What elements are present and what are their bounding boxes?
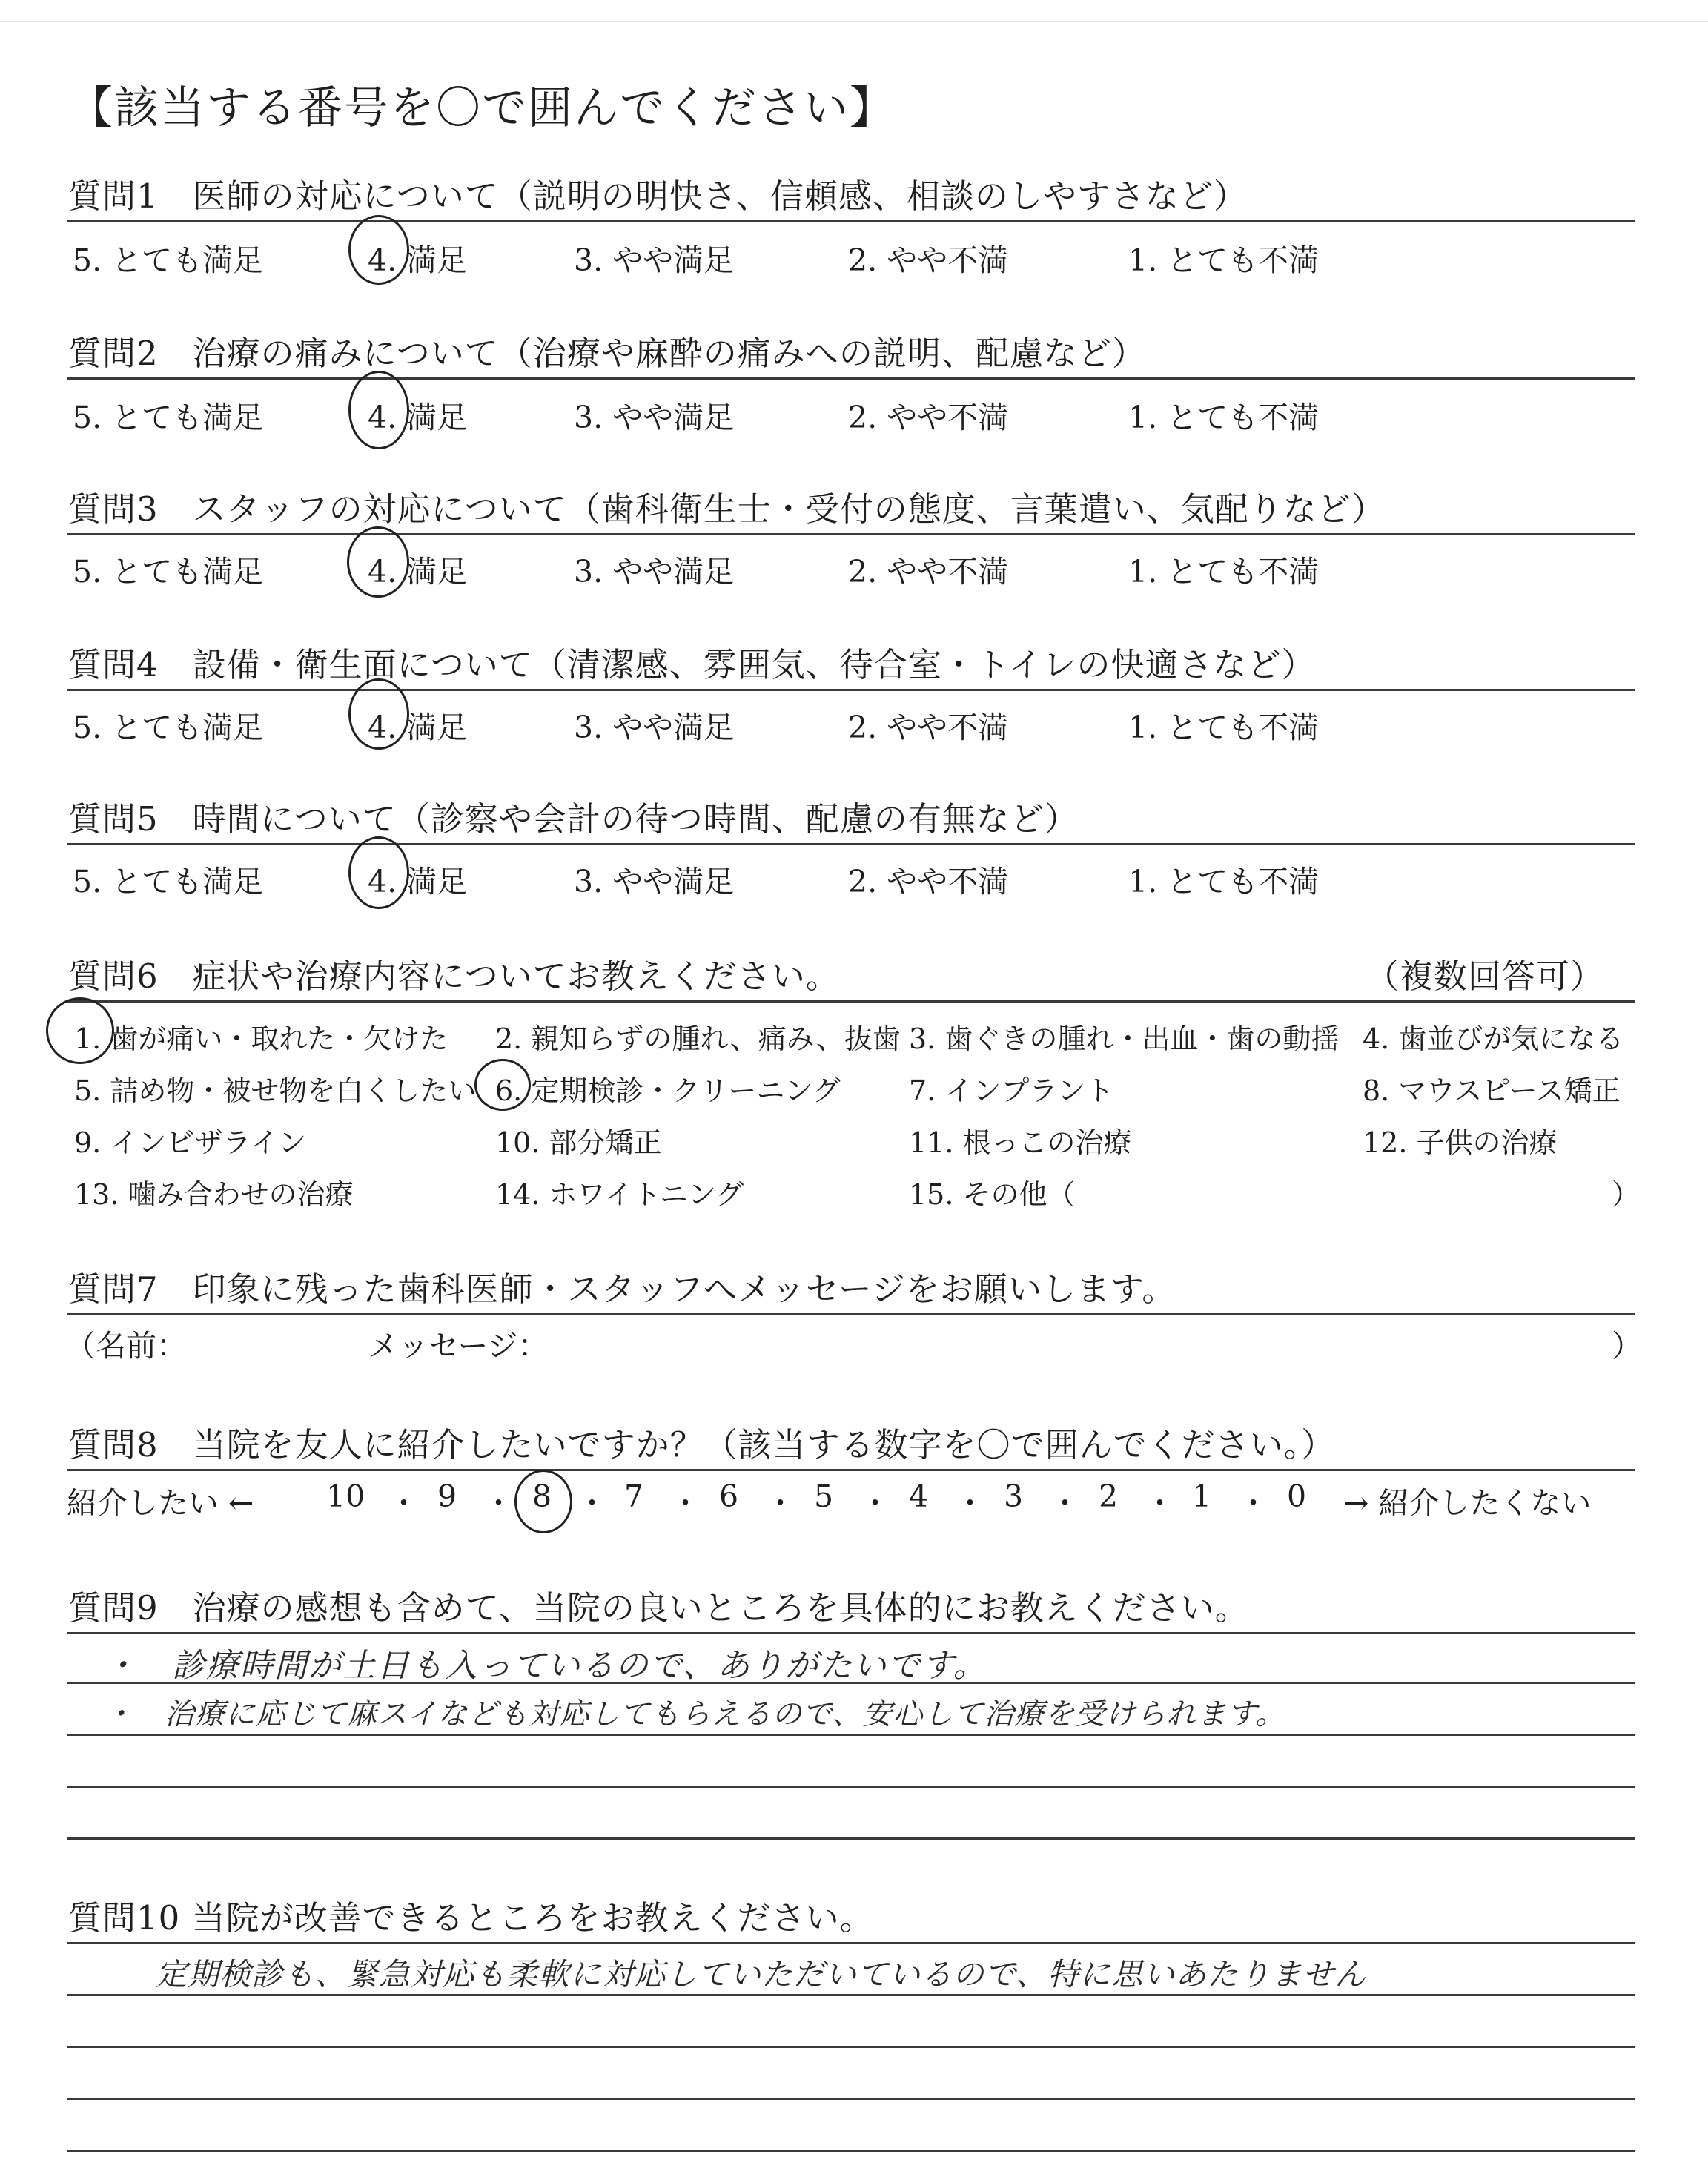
q8-scale-dot: ・ <box>1145 1485 1175 1521</box>
q4-option-1[interactable]: 1. とても不満 <box>1128 710 1320 745</box>
q9-rule-4 <box>67 1786 1635 1788</box>
q7-name-label: （名前： <box>65 1328 187 1364</box>
q10-title: 質問10 当院が改善できるところをお教えください。 <box>68 1898 874 1938</box>
q8-scale-5[interactable]: 5 <box>814 1479 834 1514</box>
q5-option-5[interactable]: 5. とても満足 <box>73 864 264 899</box>
q8-right-label: → 紹介したくない <box>1343 1485 1592 1521</box>
q6-option-13[interactable]: 13. 噛み合わせの治療 <box>74 1178 354 1211</box>
q8-scale-dot: ・ <box>388 1485 419 1521</box>
q1-selection-circle <box>348 215 409 285</box>
q6-selection-circle-6 <box>474 1059 531 1111</box>
q6-title: 質問6 症状や治療内容についてお教えください。 <box>68 957 840 996</box>
q1-option-3[interactable]: 3. やや満足 <box>574 242 735 278</box>
q8-rule <box>67 1469 1635 1471</box>
q8-scale-0[interactable]: 0 <box>1287 1479 1307 1514</box>
q8-scale-dot: ・ <box>765 1485 795 1521</box>
q4-rule <box>67 689 1635 691</box>
q10-rule-4 <box>67 2098 1635 2100</box>
q8-scale-9[interactable]: 9 <box>437 1479 457 1514</box>
q9-rule-1 <box>67 1632 1635 1634</box>
q2-option-3[interactable]: 3. やや満足 <box>574 400 735 435</box>
q6-option-5[interactable]: 5. 詰め物・被せ物を白くしたい <box>74 1074 477 1107</box>
q4-selection-circle <box>348 678 409 750</box>
q3-title: 質問3 スタッフの対応について（歯科衛生士・受付の態度、言葉遣い、気配りなど） <box>68 489 1386 529</box>
q8-scale-dot: ・ <box>1238 1485 1268 1521</box>
scan-edge-line <box>0 21 1708 22</box>
q4-option-3[interactable]: 3. やや満足 <box>574 710 735 745</box>
q6-option-9[interactable]: 9. インビザライン <box>74 1126 307 1159</box>
q8-scale-10[interactable]: 10 <box>326 1479 365 1514</box>
q2-title: 質問2 治療の痛みについて（治療や麻酔の痛みへの説明、配慮など） <box>68 334 1146 373</box>
q9-rule-5 <box>67 1837 1635 1840</box>
q3-selection-circle <box>347 526 409 598</box>
q1-title: 質問1 医師の対応について（説明の明快さ、信頼感、相談のしやすさなど） <box>68 176 1248 216</box>
q9-title: 質問9 治療の感想も含めて、当院の良いところを具体的にお教えください。 <box>68 1588 1249 1628</box>
q8-scale-dot: ・ <box>1050 1485 1080 1521</box>
q8-scale-4[interactable]: 4 <box>909 1479 929 1514</box>
q6-option-1[interactable]: 1. 歯が痛い・取れた・欠けた <box>74 1023 448 1055</box>
q1-option-5[interactable]: 5. とても満足 <box>73 242 264 278</box>
q5-selection-circle <box>348 836 409 909</box>
q3-option-1[interactable]: 1. とても不満 <box>1128 554 1320 589</box>
q5-option-3[interactable]: 3. やや満足 <box>574 864 735 899</box>
q8-scale-1[interactable]: 1 <box>1192 1479 1212 1514</box>
q6-option-11[interactable]: 11. 根っこの治療 <box>909 1126 1132 1159</box>
q9-rule-3 <box>67 1734 1635 1736</box>
q8-scale-6[interactable]: 6 <box>719 1479 739 1514</box>
q7-close-paren: ） <box>1612 1328 1642 1364</box>
q2-rule <box>67 377 1635 380</box>
q6-option-2[interactable]: 2. 親知らずの腫れ、痛み、抜歯 <box>495 1023 901 1055</box>
q3-option-5[interactable]: 5. とても満足 <box>73 554 264 589</box>
q8-selection-circle <box>514 1470 572 1533</box>
q6-option-7[interactable]: 7. インプラント <box>909 1074 1114 1107</box>
q6-other-close-paren: ） <box>1612 1178 1641 1211</box>
q6-option-3[interactable]: 3. 歯ぐきの腫れ・出血・歯の動揺 <box>909 1023 1340 1055</box>
q6-rule <box>67 1000 1635 1003</box>
q1-rule <box>67 220 1635 222</box>
q5-option-1[interactable]: 1. とても不満 <box>1128 864 1320 899</box>
q2-selection-circle <box>348 371 409 449</box>
q8-scale-2[interactable]: 2 <box>1099 1479 1119 1514</box>
q6-option-15[interactable]: 15. その他（ <box>909 1178 1076 1211</box>
q5-title: 質問5 時間について（診察や会計の待つ時間、配慮の有無など） <box>68 799 1079 839</box>
q5-option-2[interactable]: 2. やや不満 <box>848 864 1009 899</box>
q2-option-2[interactable]: 2. やや不満 <box>848 400 1009 435</box>
q8-scale-3[interactable]: 3 <box>1004 1479 1024 1514</box>
q1-option-4[interactable]: 4. 満足 <box>368 242 468 278</box>
q3-rule <box>67 533 1635 535</box>
q6-option-10[interactable]: 10. 部分矯正 <box>495 1126 662 1159</box>
q4-option-4[interactable]: 4. 満足 <box>368 710 468 745</box>
q1-option-1[interactable]: 1. とても不満 <box>1128 242 1320 278</box>
q8-left-label: 紹介したい ← <box>67 1485 254 1521</box>
q8-scale-dot: ・ <box>483 1485 514 1521</box>
q4-title: 質問4 設備・衛生面について（清潔感、雰囲気、待合室・トイレの快適さなど） <box>68 645 1316 684</box>
q5-option-4[interactable]: 4. 満足 <box>368 864 468 899</box>
q8-scale-dot: ・ <box>670 1485 701 1521</box>
q2-option-5[interactable]: 5. とても満足 <box>73 400 264 435</box>
q9-answer-line-1: ・ 診療時間が土日も入っているので、ありがたいです。 <box>104 1647 987 1685</box>
q5-rule <box>67 843 1635 845</box>
q3-option-3[interactable]: 3. やや満足 <box>574 554 735 589</box>
q10-rule-5 <box>67 2150 1635 2152</box>
q6-option-12[interactable]: 12. 子供の治療 <box>1363 1126 1558 1159</box>
q7-rule <box>67 1313 1635 1315</box>
q2-option-1[interactable]: 1. とても不満 <box>1128 400 1320 435</box>
q9-answer-line-2: ・ 治療に応じて麻スイなども対応してもらえるので、安心して治療を受けられます。 <box>104 1697 1286 1731</box>
q8-scale-8[interactable]: 8 <box>532 1479 552 1514</box>
q6-option-4[interactable]: 4. 歯並びが気になる <box>1363 1023 1624 1055</box>
q8-scale-dot: ・ <box>955 1485 985 1521</box>
q4-option-2[interactable]: 2. やや不満 <box>848 710 1009 745</box>
q8-title: 質問8 当院を友人に紹介したいですか？（該当する数字を〇で囲んでください。） <box>68 1425 1336 1464</box>
q10-rule-3 <box>67 2046 1635 2048</box>
q8-scale-dot: ・ <box>577 1485 607 1521</box>
q3-option-4[interactable]: 4. 満足 <box>368 554 468 589</box>
q4-option-5[interactable]: 5. とても満足 <box>73 710 264 745</box>
q7-title: 質問7 印象に残った歯科医師・スタッフへメッセージをお願いします。 <box>68 1269 1176 1309</box>
q2-option-4[interactable]: 4. 満足 <box>368 400 468 435</box>
q10-answer-line-1: 定期検診も、緊急対応も柔軟に対応していただいているので、特に思いあたりません <box>156 1956 1367 1992</box>
q7-message-label: メッセージ： <box>368 1328 549 1364</box>
q3-option-2[interactable]: 2. やや不満 <box>848 554 1009 589</box>
q1-option-2[interactable]: 2. やや不満 <box>848 242 1009 278</box>
q6-selection-circle-1 <box>46 997 114 1064</box>
page-title: 【該当する番号を〇で囲んでください】 <box>68 82 896 134</box>
q8-scale-7[interactable]: 7 <box>624 1479 644 1514</box>
q6-note: （複数回答可） <box>1366 957 1605 996</box>
q6-option-6[interactable]: 6. 定期検診・クリーニング <box>495 1074 841 1107</box>
q10-rule-1 <box>67 1942 1635 1944</box>
q6-option-8[interactable]: 8. マウスピース矯正 <box>1363 1074 1621 1107</box>
q6-option-14[interactable]: 14. ホワイトニング <box>495 1178 744 1211</box>
q8-scale-dot: ・ <box>860 1485 890 1521</box>
